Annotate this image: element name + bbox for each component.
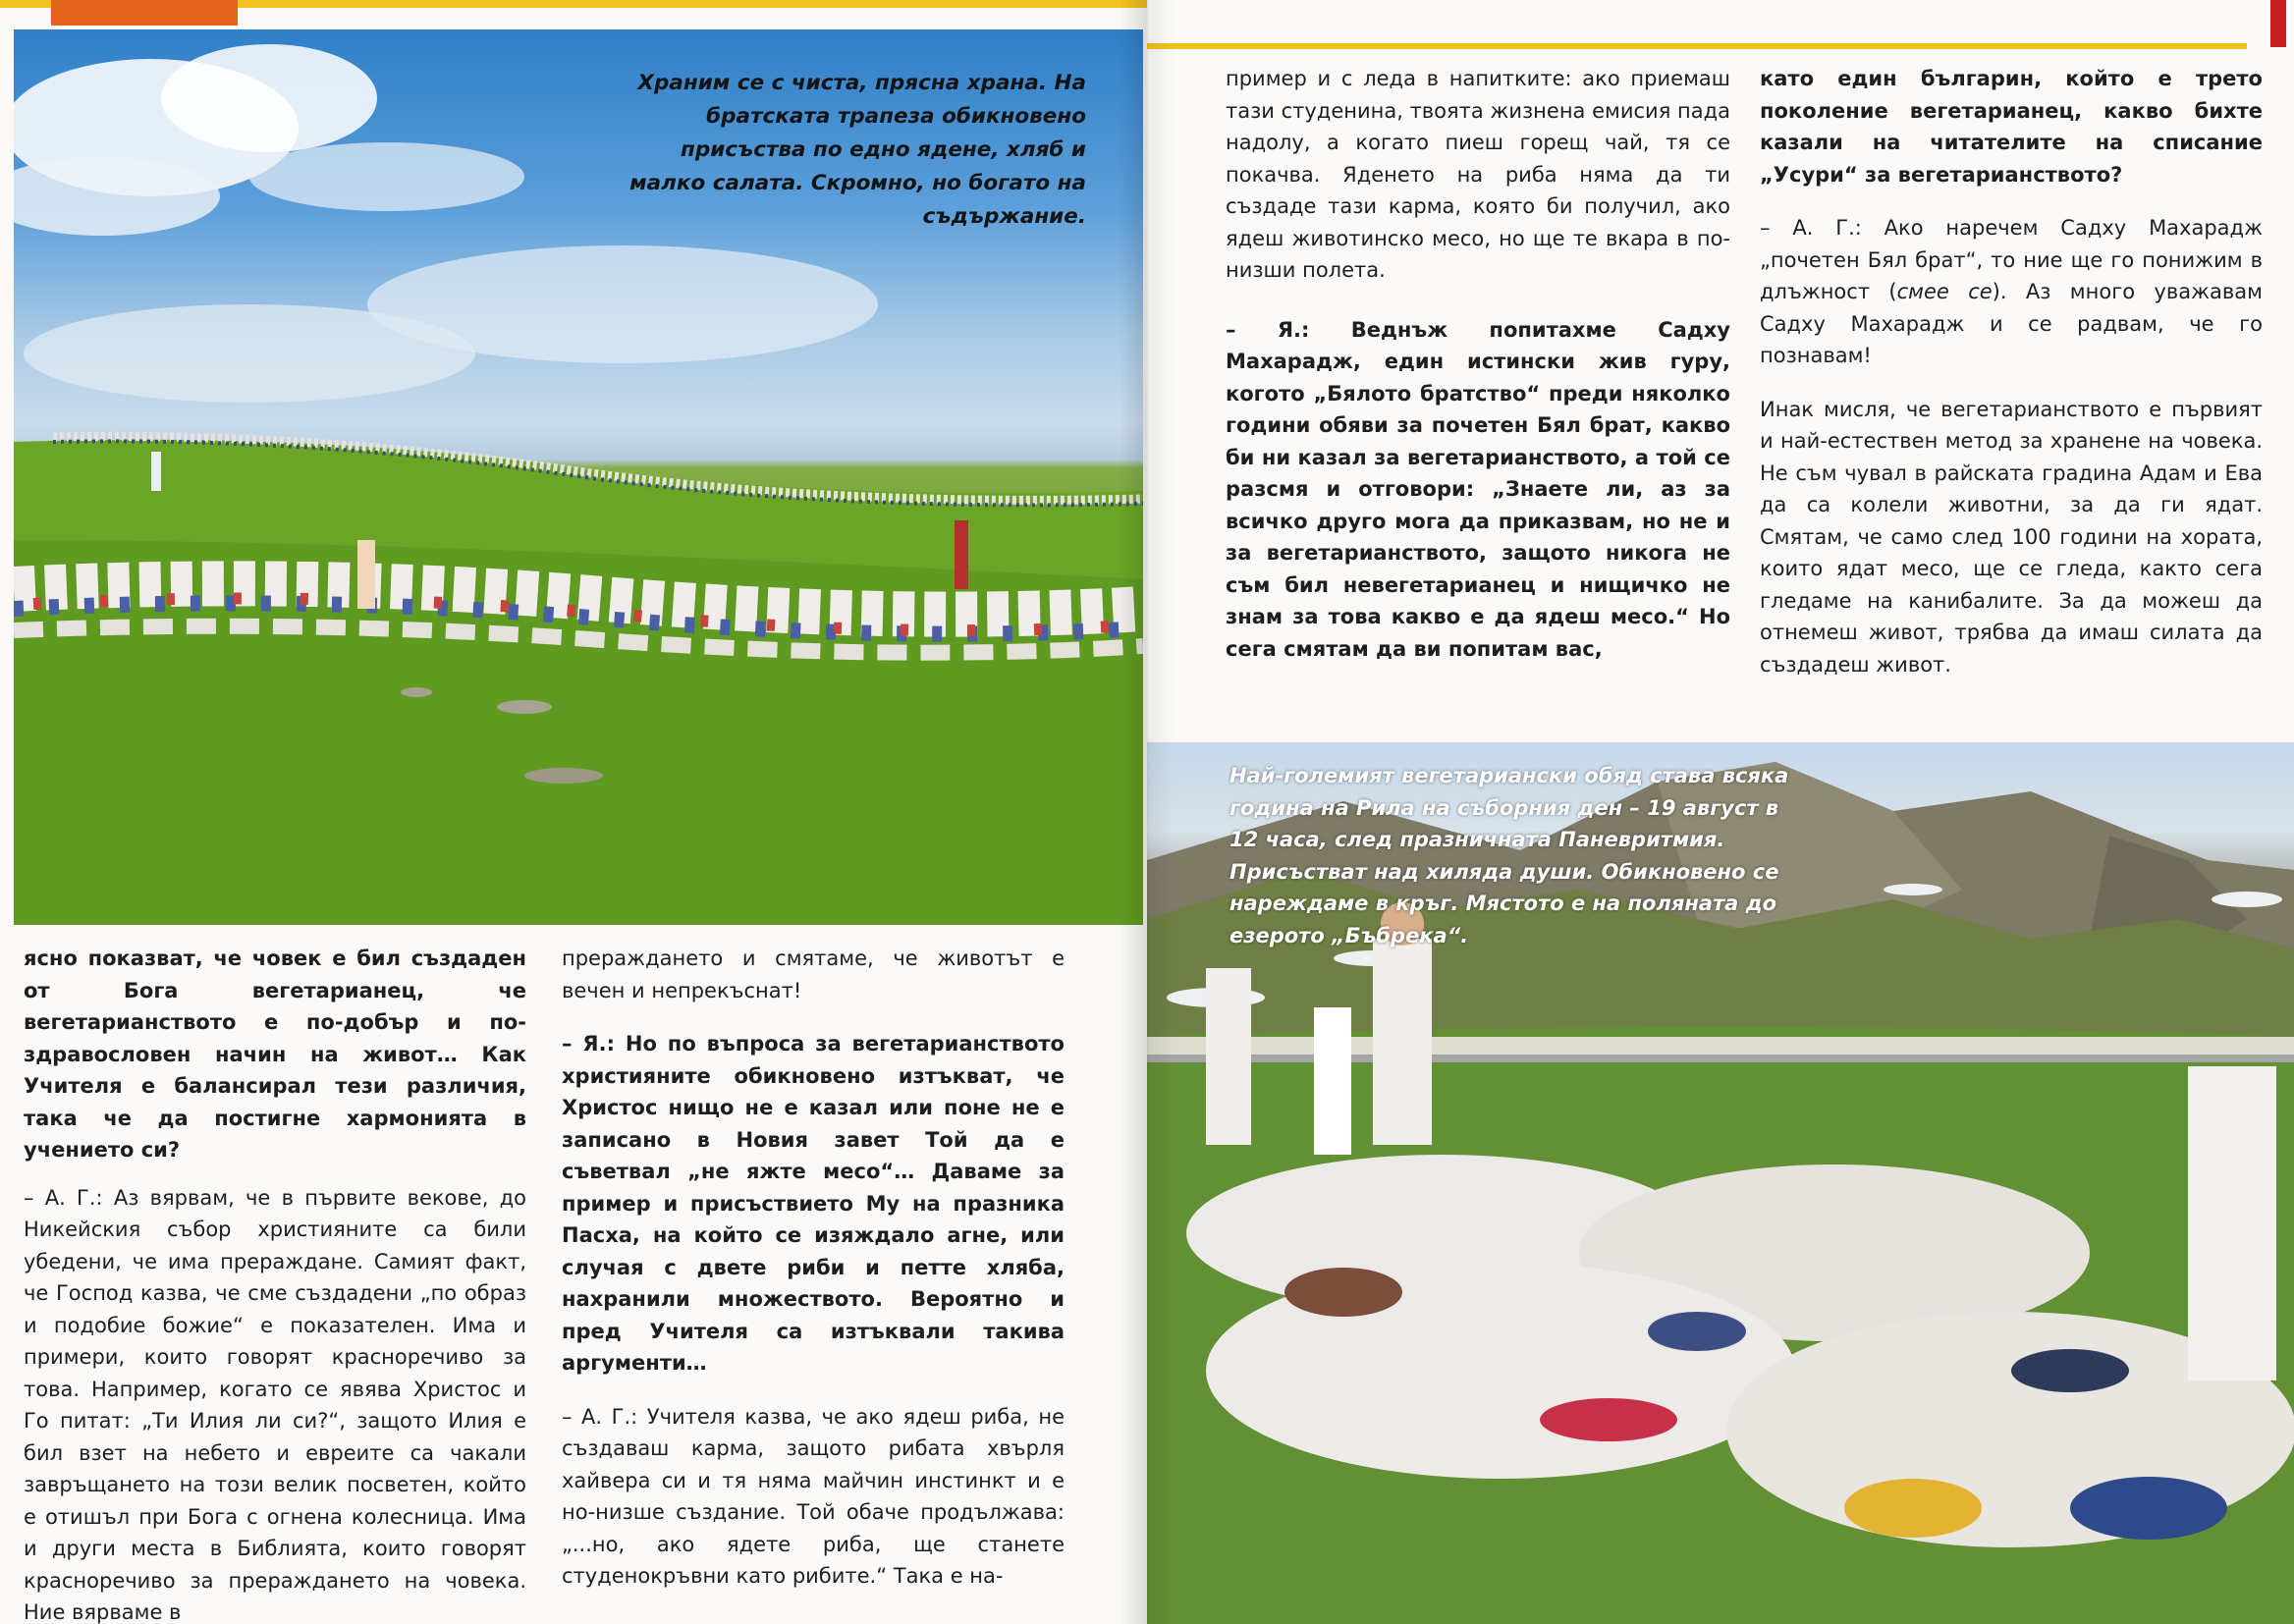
bottom-photo-caption: Най-големият вегетариански обяд става всяка година на Рила на съборния ден – 19 август в 12 часа, след празничната Паневритмия. Присъстват над хиляда души. Обикновено се нареждаме в кръг. Мястото е на поляната до езерото „Бъбрека“.: [1229, 764, 1789, 947]
text-column-2: [562, 943, 1065, 1614]
answer-paragraph: [1760, 212, 2263, 372]
answer-paragraph: пример и с леда в напитките: ако приемаш тази студенина, твоята жизнена емисия пада надолу, а когато пиеш горещ чай, тя се покачва. Яденето на риба няма да ти създаде тази карма, която би получил, ако ядеш животинско месо, но ще те вкара в по-низши полета.: [1226, 67, 1730, 282]
question-text: – Я.: Но по въпроса за вегетарианството християните обикновено изтъкват, че Христос нищо не е казал или поне не е записано в Новия завет Той да е съветвал „не яжте месо“… Даваме за пример и присъствието Му на празника Пасха, на който се изяждало агне, или случая с двете риби и петте хляба, нахранили множеството. Вероятно и пред Учителя са изтъквали такива аргументи…: [562, 1032, 1065, 1375]
answer-text-start: – А. Г.: Ако наречем Садху Махарадж „почетен Бял брат“, то ние ще го понижим в длъжност (: [1760, 216, 2263, 303]
answer-paragraph: прераждането и смятаме, че животът е вечен и непрекъснат!: [562, 947, 1065, 1002]
answer-text-end: ). Аз много уважавам Садху Махарадж и се радвам, че го познавам!: [1760, 280, 2263, 367]
laughs-note: смее се: [1896, 280, 1993, 303]
question-text: – Я.: Веднъж попитахме Садху Махарадж, един истински жив гуру, когото „Бялото братство“ преди няколко години обяви за почетен Бял брат, какво би ни казал за вегетарианството, а той се разсмя и отговори: „Знаете ли, аз за всичко друго мога да приказвам, но не и за вегетарианството, защото никога не съм бил невегетарианец и нищичко не знам за това какво е да ядеш месо.“ Но сега смятам да ви попитам вас,: [1226, 317, 1730, 661]
text-column-1: [24, 943, 526, 1624]
text-column-4: [1760, 63, 2263, 702]
page-corner-tab: [2270, 0, 2286, 47]
text-column-3: [1226, 63, 1730, 686]
answer-paragraph: Инак мисля, че вегетарианството е първият и най-естествен метод за хранене на човека. Не съм чувал в райската градина Адам и Ева да са колели животни, за да ги ядат. Смятам, че само след 100 години на хората, които ядат месо, ще се гледа, както сега гледаме на канибалите. За да можеш да отнемеш живот, трябва да имаш силата да създадеш живот.: [1760, 397, 2263, 677]
top-photo-caption: Храним се с чиста, прясна храна. На братската трапеза обикновено присъства по едно ядене, хляб и малко салата. Скромно, но богато на съдържание.: [629, 71, 1086, 229]
question-text: ясно показват, че човек е бил създаден от Бога вегетарианец, че вегетарианството е по-добър и по-здравословен начин на живот… Как Учителя е балансирал тези различия, така че да постигне хармонията в учението си?: [24, 947, 526, 1162]
answer-paragraph: – А. Г.: Аз вярвам, че в първите векове, до Никейския събор християните са били убедени, че има прераждане. Самият факт, че Господ казва, че сме създадени „по образ и подобие божие“ е показателен. Има и примери, които говорят красноречиво за това. Например, когато се явява Христос и Го питат: „Ти Илия ли си?“, защото Илия е бил взет на небето и евреите са чакали завръщането на този велик посветен, който е отишъл при Бога с огнена колесница. Има и други места в Библията, които говорят красноречиво за прераждането на човека. Ние вярваме в: [24, 1185, 526, 1624]
section-tab: [51, 0, 238, 26]
rila-lunch-photo: [1147, 742, 2294, 1624]
top-color-rule-right: [1147, 43, 2247, 49]
answer-paragraph: – А. Г.: Учителя казва, че ако ядеш риба, не създаваш карма, защото рибата хвърля хайвера си и тя няма майчин инстинкт и е но-низше създание. Той обаче продължава: „...но, ако ядете риба, ще станете студенокръвни като рибите.“ Така е на-: [562, 1404, 1065, 1588]
question-text: като един българин, който е трето поколение вегетарианец, какво бихте казали на читателите на списание „Усури“ за вегетарианството?: [1760, 67, 2263, 187]
